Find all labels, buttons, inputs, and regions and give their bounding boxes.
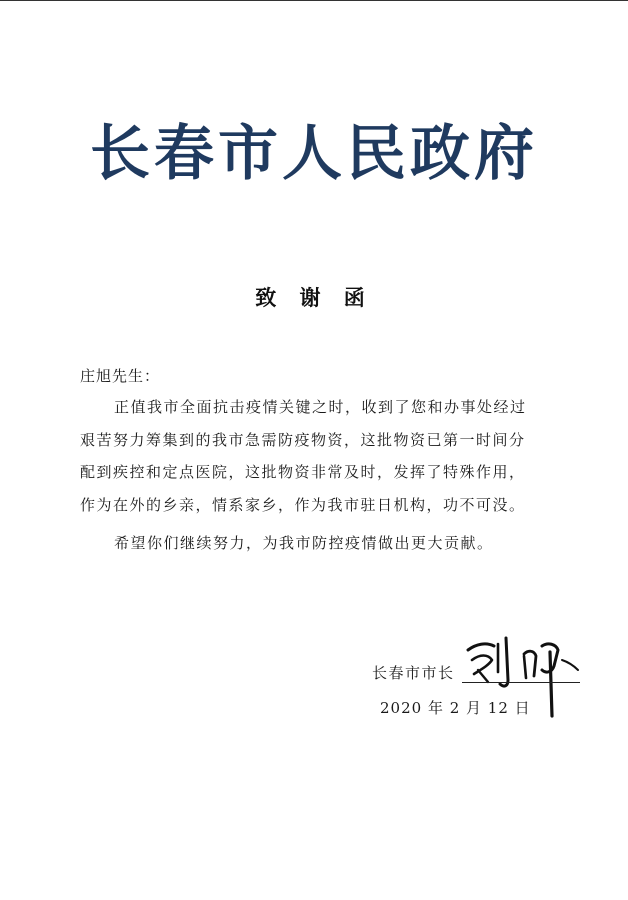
signature-line: [462, 682, 580, 683]
body-line: 艰苦努力筹集到的我市急需防疫物资，这批物资已第一时间分: [80, 430, 526, 449]
letter-body: [80, 396, 580, 526]
body-line: 正值我市全面抗击疫情关键之时，收到了您和办事处经过: [114, 398, 527, 416]
top-border-line: [0, 0, 628, 1]
letterhead-title: 长春市人民政府: [90, 119, 538, 189]
letter-date: 2020 年 2 月 12 日: [380, 699, 531, 717]
body-line: 作为在外的乡亲，情系家乡，作为我市驻日机构，功不可没。: [80, 495, 526, 514]
salutation: 庄旭先生：: [80, 367, 161, 385]
document-title: 致 谢 函: [255, 285, 373, 310]
closing-paragraph: 希望你们继续努力，为我市防控疫情做出更大贡献。: [114, 534, 494, 552]
signer-title: 长春市市长: [372, 664, 455, 682]
body-line: 配到疾控和定点医院，这批物资非常及时，发挥了特殊作用，: [80, 463, 526, 481]
